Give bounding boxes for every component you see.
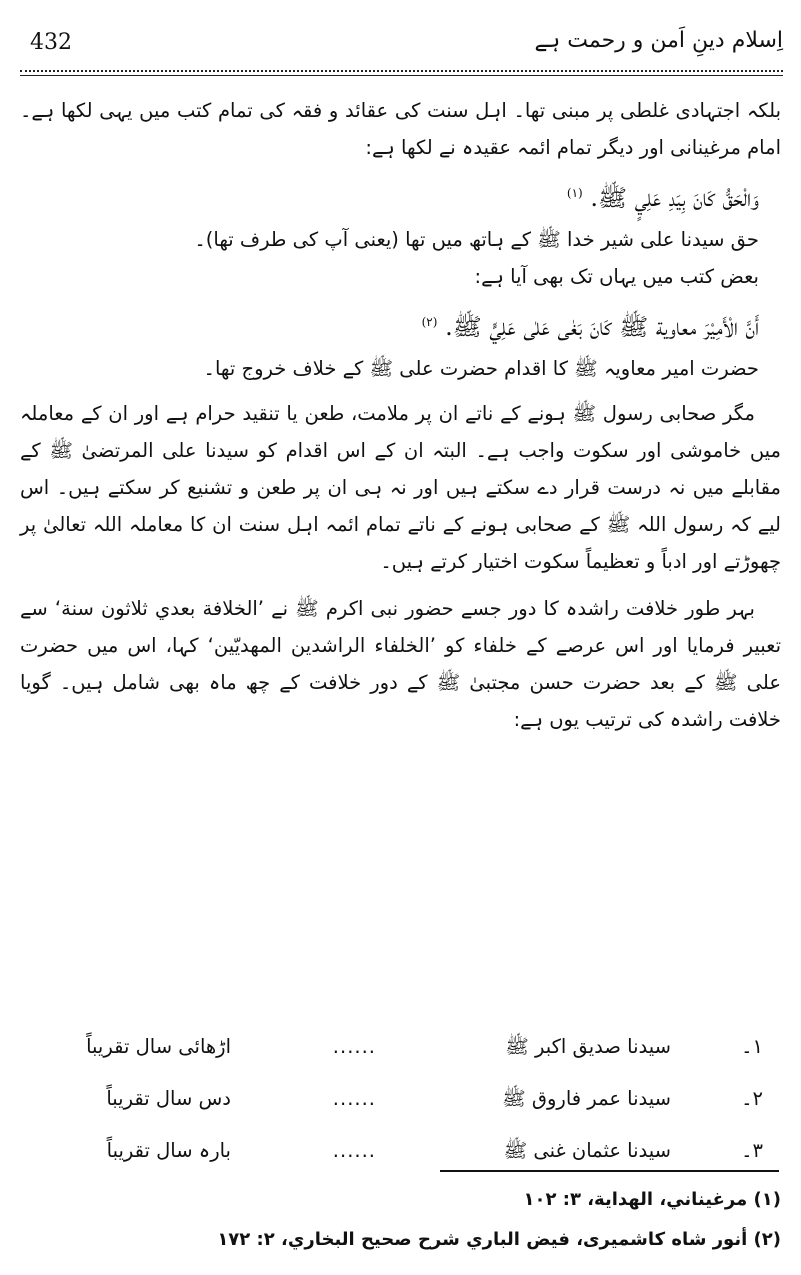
list-duration: بارہ سال تقریباً [106,1139,231,1162]
list-dots: ...... [332,1035,376,1058]
list-dots: ...... [332,1139,376,1162]
list-number: ۲۔ [741,1087,763,1110]
list-name: سیدنا صدیق اکبر ﷺ [505,1035,671,1058]
footnote-rule [440,1170,779,1172]
translation-1: حق سیدنا علی شیر خدا ﷺ کے ہاتھ میں تھا (یعنی آپ کی طرف تھا)۔ [194,228,759,251]
footnote-2: (۲) أنور شاه كاشميری، فيض الباري شرح صحيح البخاري، ۲: ۱۷۲ [217,1229,781,1250]
list-duration: اڑھائی سال تقریباً [86,1035,231,1058]
arabic-quote-1 [20,170,781,221]
list-dots: ...... [332,1087,376,1110]
list-duration: دس سال تقریباً [106,1087,231,1110]
page-header [22,22,783,68]
list-item [20,1087,781,1139]
footnote-ref-2: (۲) [421,315,438,329]
list-name: سیدنا عثمان غنی ﷺ [503,1139,671,1162]
list-number: ۳۔ [741,1139,763,1162]
header-dotted-rule [20,70,783,72]
footnotes [20,1180,781,1260]
list-name: سیدنا عمر فاروق ﷺ [502,1087,671,1110]
footnote-ref-1: (۱) [566,186,583,200]
list-item [20,1035,781,1087]
paragraph-3: بہر طور خلافت راشدہ کا دور جسے حضور نبی اکرم ﷺ نے ’الخلافة بعدي ثلاثون سنة‘ سے تعبیر فرمایا اور اس عرصے کے خلفاء کو ’الخلفاء الراشدين المهديّين‘ کہا، اس میں حضرت علی ﷺ کے بعد حضرت حسن مجتبیٰ ﷺ کے دور خلافت کے چھ ماہ بھی شامل ہیں۔ گویا خلافت راشدہ کی ترتیب یوں ہے: [20,597,781,731]
page-body [20,92,781,738]
caliphate-list [20,1035,781,1191]
translation-2: حضرت امیر معاویہ ﷺ کا اقدام حضرت علی ﷺ کے خلاف خروج تھا۔ [203,357,759,380]
header-rule [20,75,783,76]
page-number: 432 [30,30,72,55]
intro-line: بعض کتب میں یہاں تک بھی آیا ہے: [474,265,759,288]
paragraph-1: بلکہ اجتہادی غلطی پر مبنی تھا۔ اہل سنت کی عقائد و فقہ کی تمام کتب میں یہی لکھا ہے۔ امام مرغینانی اور دیگر تمام ائمہ عقیدہ نے لکھا ہے: [20,99,781,159]
arabic-quote-2-text: أَنَّ الْأَمِيْرَ معاوية ﷺ كَانَ بَغٰى عَلٰى عَلِيٍّ ﷺ. [445,313,759,341]
running-title: اِسلام دینِ اَمن و رحمت ہے [534,28,783,53]
paragraph-2: مگر صحابی رسول ﷺ ہونے کے ناتے ان پر ملامت، طعن یا تنقید حرام ہے اور ان کے معاملہ میں خاموشی اور سکوت واجب ہے۔ البتہ ان کے اس اقدام کو سیدنا علی المرتضیٰ ﷺ کے مقابلے میں نہ درست قرار دے سکتے ہیں اور نہ ہی ان پر طعن و تشنیع کر سکتے ہیں۔ اس لیے کہ رسول اللہ ﷺ کے صحابی ہونے کے ناتے تمام ائمہ اہل سنت ان کا معاملہ اللہ تعالیٰ پر چھوڑتے اور ادباً و تعظیماً سکوت اختیار کرتے ہیں۔ [20,402,781,573]
arabic-quote-2 [20,299,781,350]
list-number: ۱۔ [741,1035,763,1058]
footnote-1: (۱) مرغيناني، الهداية، ۳: ۱۰۲ [523,1189,781,1210]
arabic-quote-1-text: وَالْحَقُّ كَانَ بِيَدِ عَلِيٍ ﷺ. [590,184,759,212]
